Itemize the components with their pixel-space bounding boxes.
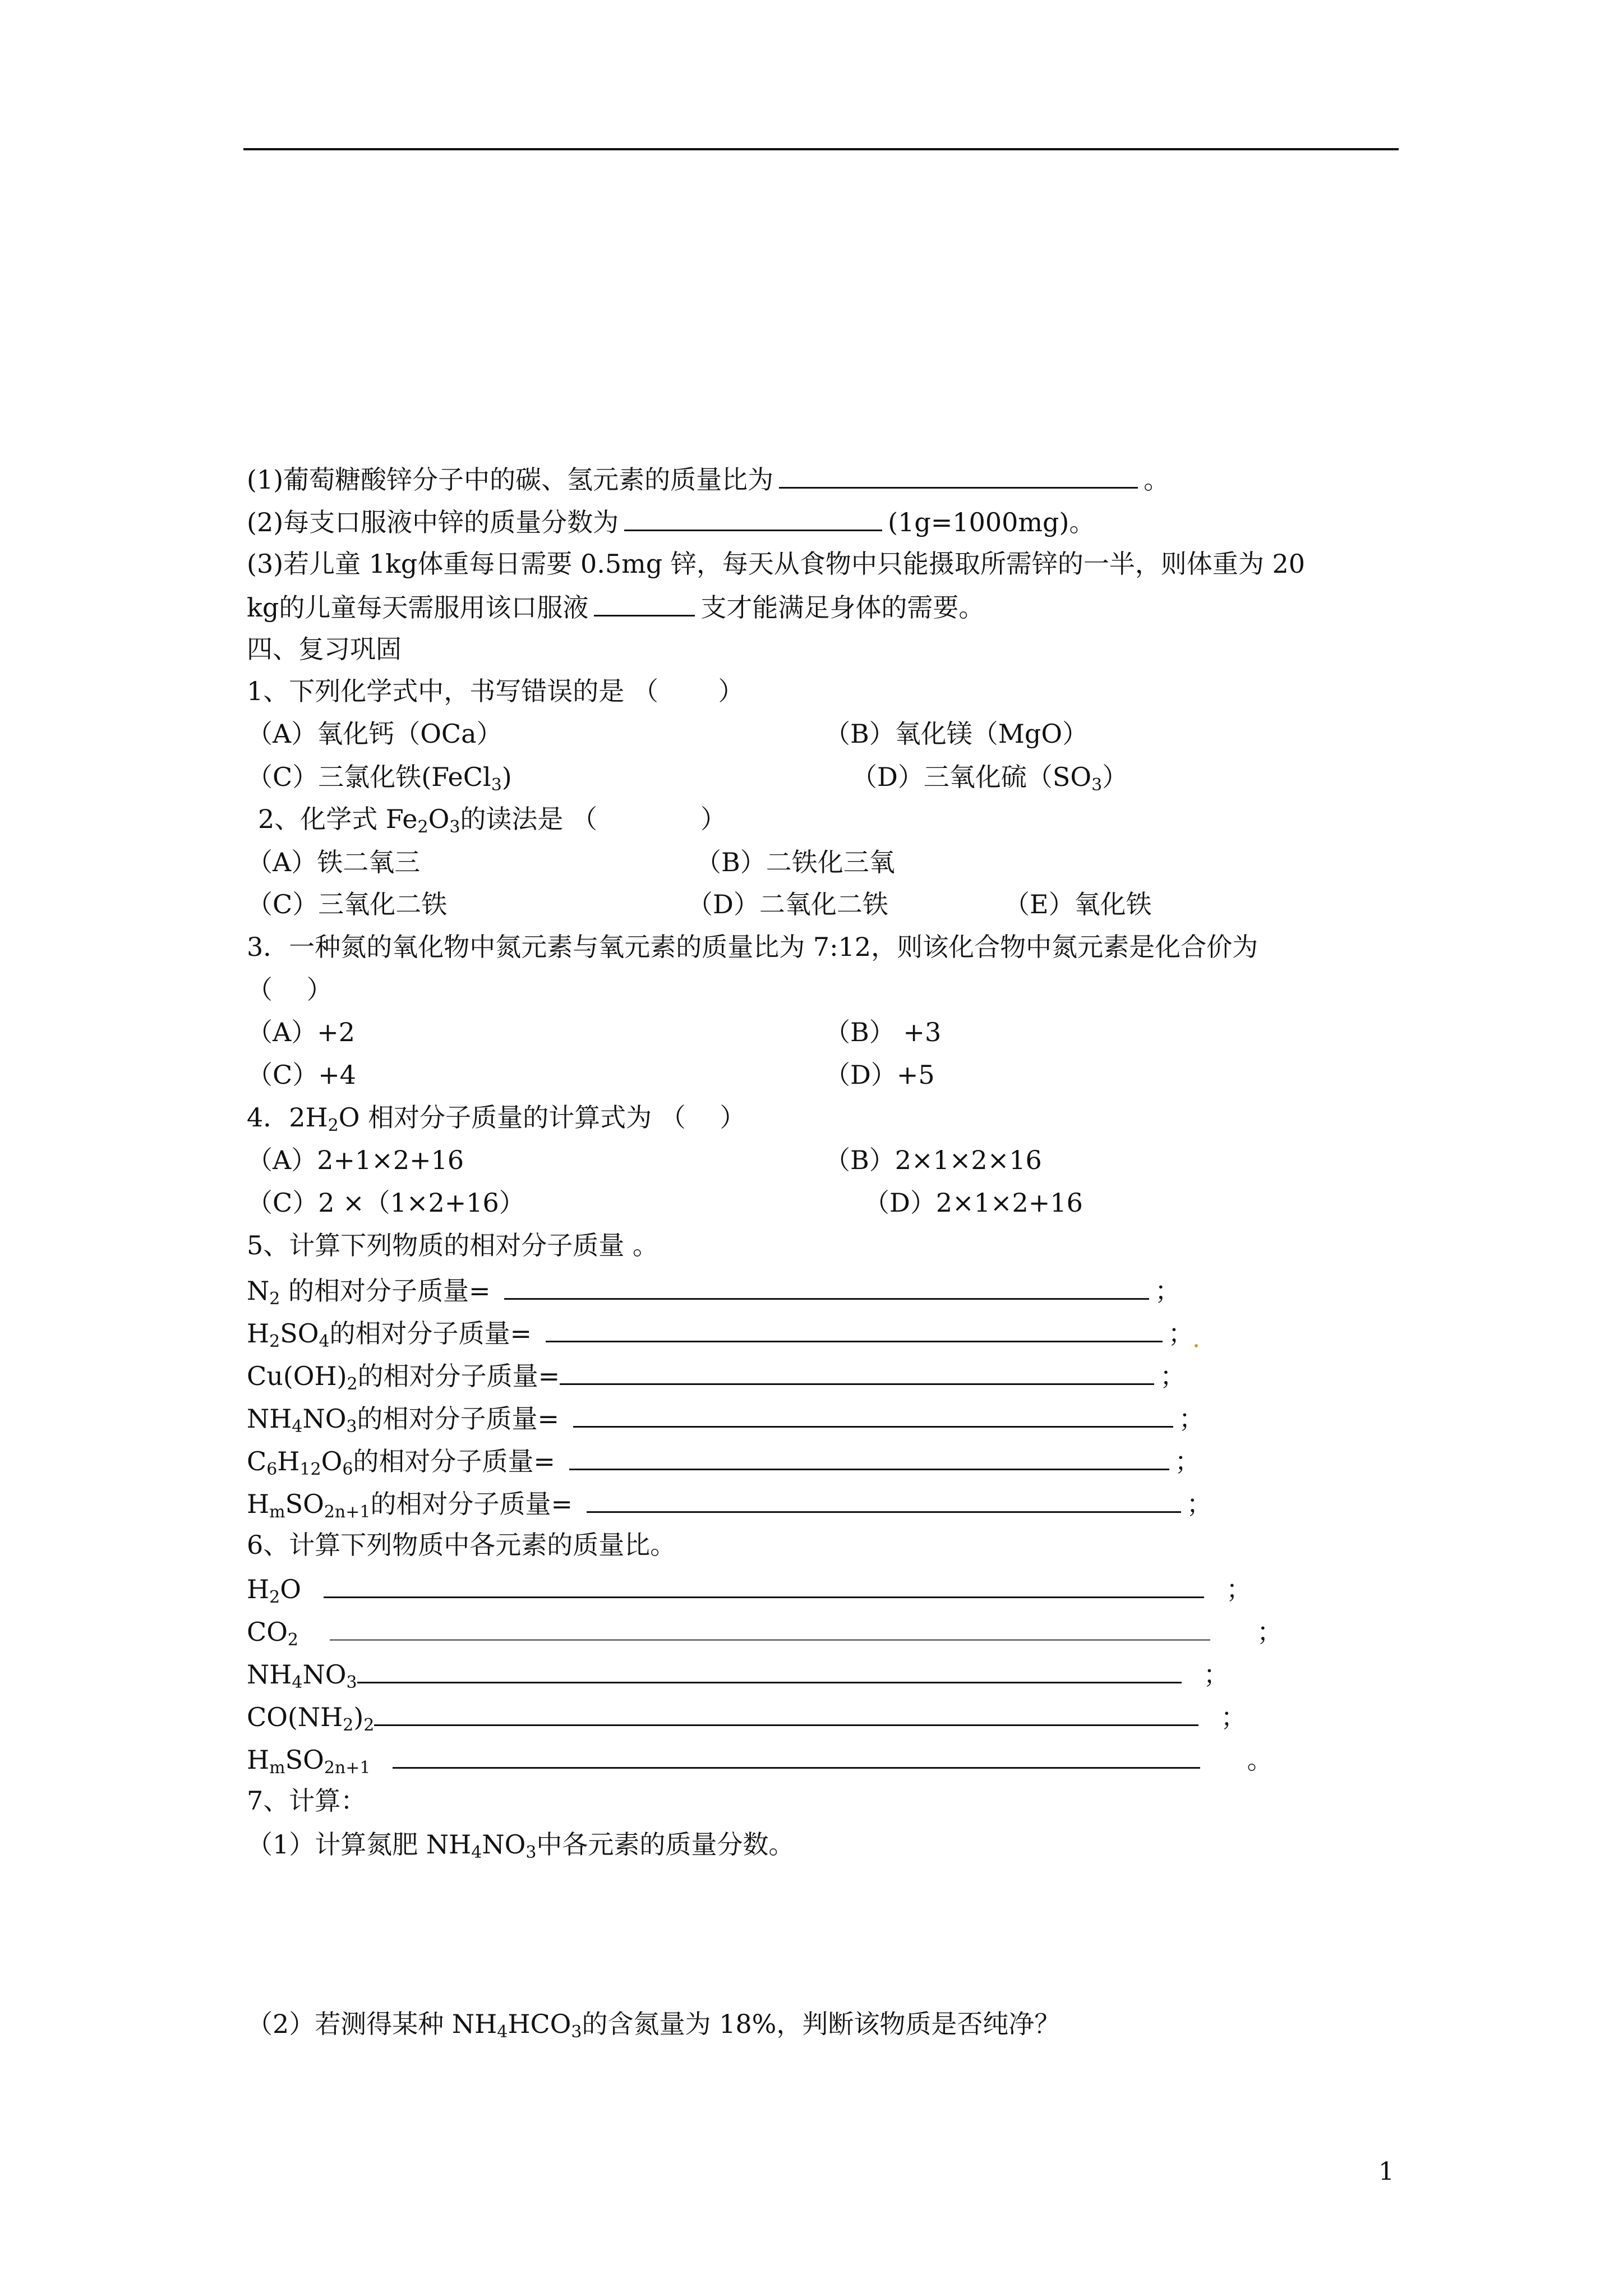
answer-blank[interactable] — [569, 1443, 1169, 1470]
rmm-h2so4: $H_2SO_4$的相对分子质量= ； — [247, 1315, 1194, 1350]
answer-blank[interactable] — [357, 1656, 1182, 1683]
answer-blank[interactable] — [573, 1400, 1173, 1428]
answer-blank[interactable] — [624, 504, 882, 531]
ratio-hmso2n1: $H_mSO_{2n+1}$ 。 — [247, 1741, 1273, 1777]
answer-blank[interactable] — [330, 1613, 1210, 1641]
answer-blank[interactable] — [504, 1272, 1149, 1300]
rmm-cuoh2: $Cu(OH)_2$的相对分子质量= ； — [247, 1358, 1186, 1393]
rmm-n2: $N_2$ 的相对分子质量= ； — [247, 1272, 1181, 1308]
option-1c: （C）三氯化铁(FeCl$_3$) — [247, 762, 512, 795]
problem-7: 7、计算： — [247, 1786, 367, 1816]
option-2e: （E）氧化铁 — [1004, 889, 1152, 919]
option-2a: （A）铁二氧三 — [247, 847, 421, 877]
problem-7-2: （2）若测得某种 $NH_4HCO_3$的含氮量为 18%，判断该物质是否纯净？ — [247, 2009, 1061, 2042]
answer-blank[interactable] — [594, 589, 695, 616]
rmm-c6h12o6: $C_6H_{12}O_6$的相对分子质量= ； — [247, 1443, 1201, 1478]
header-rule — [243, 148, 1399, 150]
answer-blank[interactable] — [779, 461, 1138, 489]
answer-blank[interactable] — [560, 1358, 1154, 1385]
problem-7-1: （1）计算氮肥 $NH_4NO_3$中各元素的质量分数。 — [247, 1829, 795, 1862]
question-3-line-2: kg的儿童每天需服用该口服液 支才能满足身体的需要。 — [247, 589, 984, 624]
answer-blank[interactable] — [393, 1741, 1200, 1769]
answer-blank[interactable] — [546, 1315, 1163, 1342]
question-3-line-1: (3)若儿童 1kg体重每日需要 0.5mg 锌，每天从食物中只能摄取所需锌的一半，则体重为 20 — [247, 549, 1305, 579]
option-4a: （A）2+1×2+16 — [247, 1145, 464, 1175]
rmm-nh4no3: $NH_4NO_3$的相对分子质量= ； — [247, 1400, 1205, 1435]
option-3a: （A）+2 — [247, 1017, 356, 1047]
rmm-hmso2n1: $H_mSO_{2n+1}$的相对分子质量= ； — [247, 1485, 1212, 1521]
option-1b: （B）氧化镁（MgO） — [824, 719, 1089, 749]
option-3b: （B） +3 — [824, 1017, 942, 1047]
answer-blank[interactable] — [587, 1485, 1181, 1513]
option-4b: （B）2×1×2×16 — [824, 1145, 1042, 1175]
problem-3-paren: （ ） — [247, 974, 333, 1005]
option-2b: （B）二铁化三氧 — [695, 847, 895, 877]
problem-4: 4．$2H_2O$ 相对分子质量的计算式为 （ ） — [247, 1102, 746, 1135]
ink-speck — [1195, 1344, 1198, 1347]
option-1a: （A）氧化钙（OCa） — [247, 719, 502, 749]
option-2c: （C）三氧化二铁 — [247, 889, 448, 919]
problem-1: 1、下列化学式中，书写错误的是 （ ） — [247, 676, 744, 706]
problem-5: 5、计算下列物质的相对分子质量 。 — [247, 1230, 658, 1260]
question-1: (1)葡萄糖酸锌分子中的碳、氢元素的质量比为 。 — [247, 461, 1169, 496]
section-heading: 四、复习巩固 — [247, 634, 402, 664]
ratio-h2o: $H_2O$ ； — [247, 1571, 1252, 1606]
option-3d: （D）+5 — [824, 1060, 935, 1090]
problem-2: 2、化学式 $Fe_2O_3$的读法是 （ ） — [258, 804, 727, 837]
option-4d: （D）2×1×2+16 — [864, 1188, 1083, 1218]
question-2: (2)每支口服液中锌的质量分数为 (1g=1000mg)。 — [247, 504, 1095, 539]
answer-blank[interactable] — [324, 1571, 1204, 1598]
ratio-co2: $CO_2$ ； — [247, 1613, 1283, 1649]
page-number: 1 — [1378, 2157, 1394, 2186]
problem-6: 6、计算下列物质中各元素的质量比。 — [247, 1530, 676, 1560]
option-2d: （D）二氧化二铁 — [687, 889, 888, 919]
option-3c: （C）+4 — [247, 1060, 357, 1090]
ratio-conh22: $CO(NH_2)_2$ ； — [247, 1699, 1247, 1734]
option-1d: （D）三氧化硫$(SO_3)$ — [851, 762, 1128, 795]
option-4c: （C）2 ×（1×2+16） — [247, 1188, 525, 1218]
problem-3: 3．一种氮的氧化物中氮元素与氧元素的质量比为 7:12，则该化合物中氮元素是化合价为 — [247, 932, 1258, 962]
ratio-nh4no3: $NH_4NO_3$ ； — [247, 1656, 1229, 1691]
answer-blank[interactable] — [374, 1699, 1198, 1726]
